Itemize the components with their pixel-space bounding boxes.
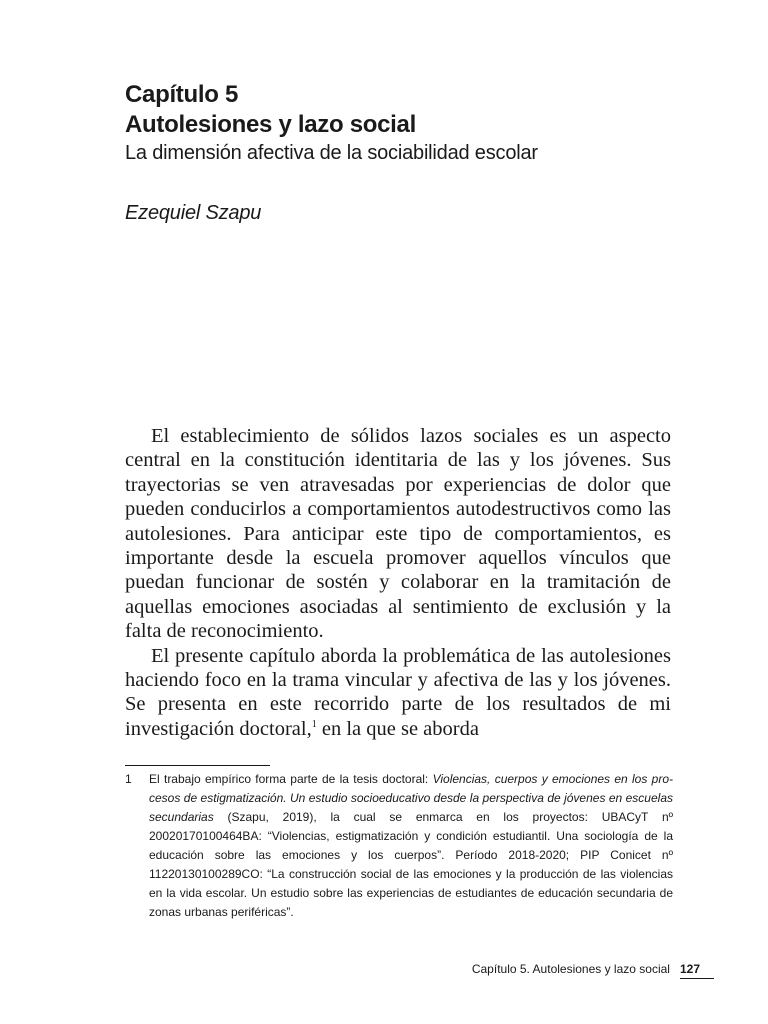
chapter-subtitle: La dimensión afectiva de la sociabilidad escolar [125, 142, 538, 164]
paragraph: El establecimiento de sólidos lazos sociales es un aspecto central en la constitución identitaria de las y los jóvenes. Sus trayectorias se ven atravesadas por experiencias de dolor que pueden conducirlos a comportamientos autodestructivos como las autolesiones. Para anticipar este tipo de comportamientos, es importante desde la escuela promover aquellos vínculos que puedan funcionar de sostén y colaborar en la tramitación de aquellas emociones asociadas al sentimiento de exclusión y la falta de reconocimiento. [125, 425, 671, 643]
footnote-reference[interactable]: 1 [311, 719, 317, 731]
paragraph-text: en la que se aborda [316, 717, 479, 740]
thesis-title: Violencias, cuerpos y emociones en los procesos de estigmatización. Un estudio socioeducativo desde la perspectiva de jóvenes en escuelas secundarias [149, 772, 674, 824]
page-number: 127 [680, 962, 714, 979]
footnote-text-part: (Szapu, 2019), la cual se enmarca en los proyectos: UBACyT nº 20020170100464BA: “Violencias, estigmatización y condición estudiantil. Una sociología de la educación sobre las emociones y los cuerpos”. Período 2018-2020; PIP Conicet nº 11220130100289CO: “La construcción social de las emociones y la producción de las violencias en la vida escolar. Un estudio sobre las experiencias de estudiantes de educación secundaria de zonas urbanas periféricas”. [149, 810, 673, 919]
paragraph [125, 644, 671, 742]
footnote-text-part: El trabajo empírico forma parte de la tesis doctoral: [149, 772, 433, 786]
page-footer [472, 962, 714, 979]
author-name: Ezequiel Szapu [125, 202, 262, 224]
running-title: Capítulo 5. Autolesiones y lazo social [471, 962, 670, 976]
footnote-number: 1 [125, 772, 132, 786]
footnote-text [149, 770, 673, 922]
body-text [125, 424, 671, 741]
footnote [125, 770, 673, 922]
chapter-title: Autolesiones y lazo social [125, 111, 416, 138]
paragraph-text: El presente capítulo aborda la problemática de las autolesiones haciendo foco en la trama vincular y afectiva de las y los jóvenes. Se presenta en este recorrido parte de los resultados de mi investigación doctoral, [125, 644, 671, 740]
footnote-separator [125, 765, 270, 766]
chapter-number: Capítulo 5 [125, 81, 239, 108]
chapter-heading [125, 80, 685, 166]
